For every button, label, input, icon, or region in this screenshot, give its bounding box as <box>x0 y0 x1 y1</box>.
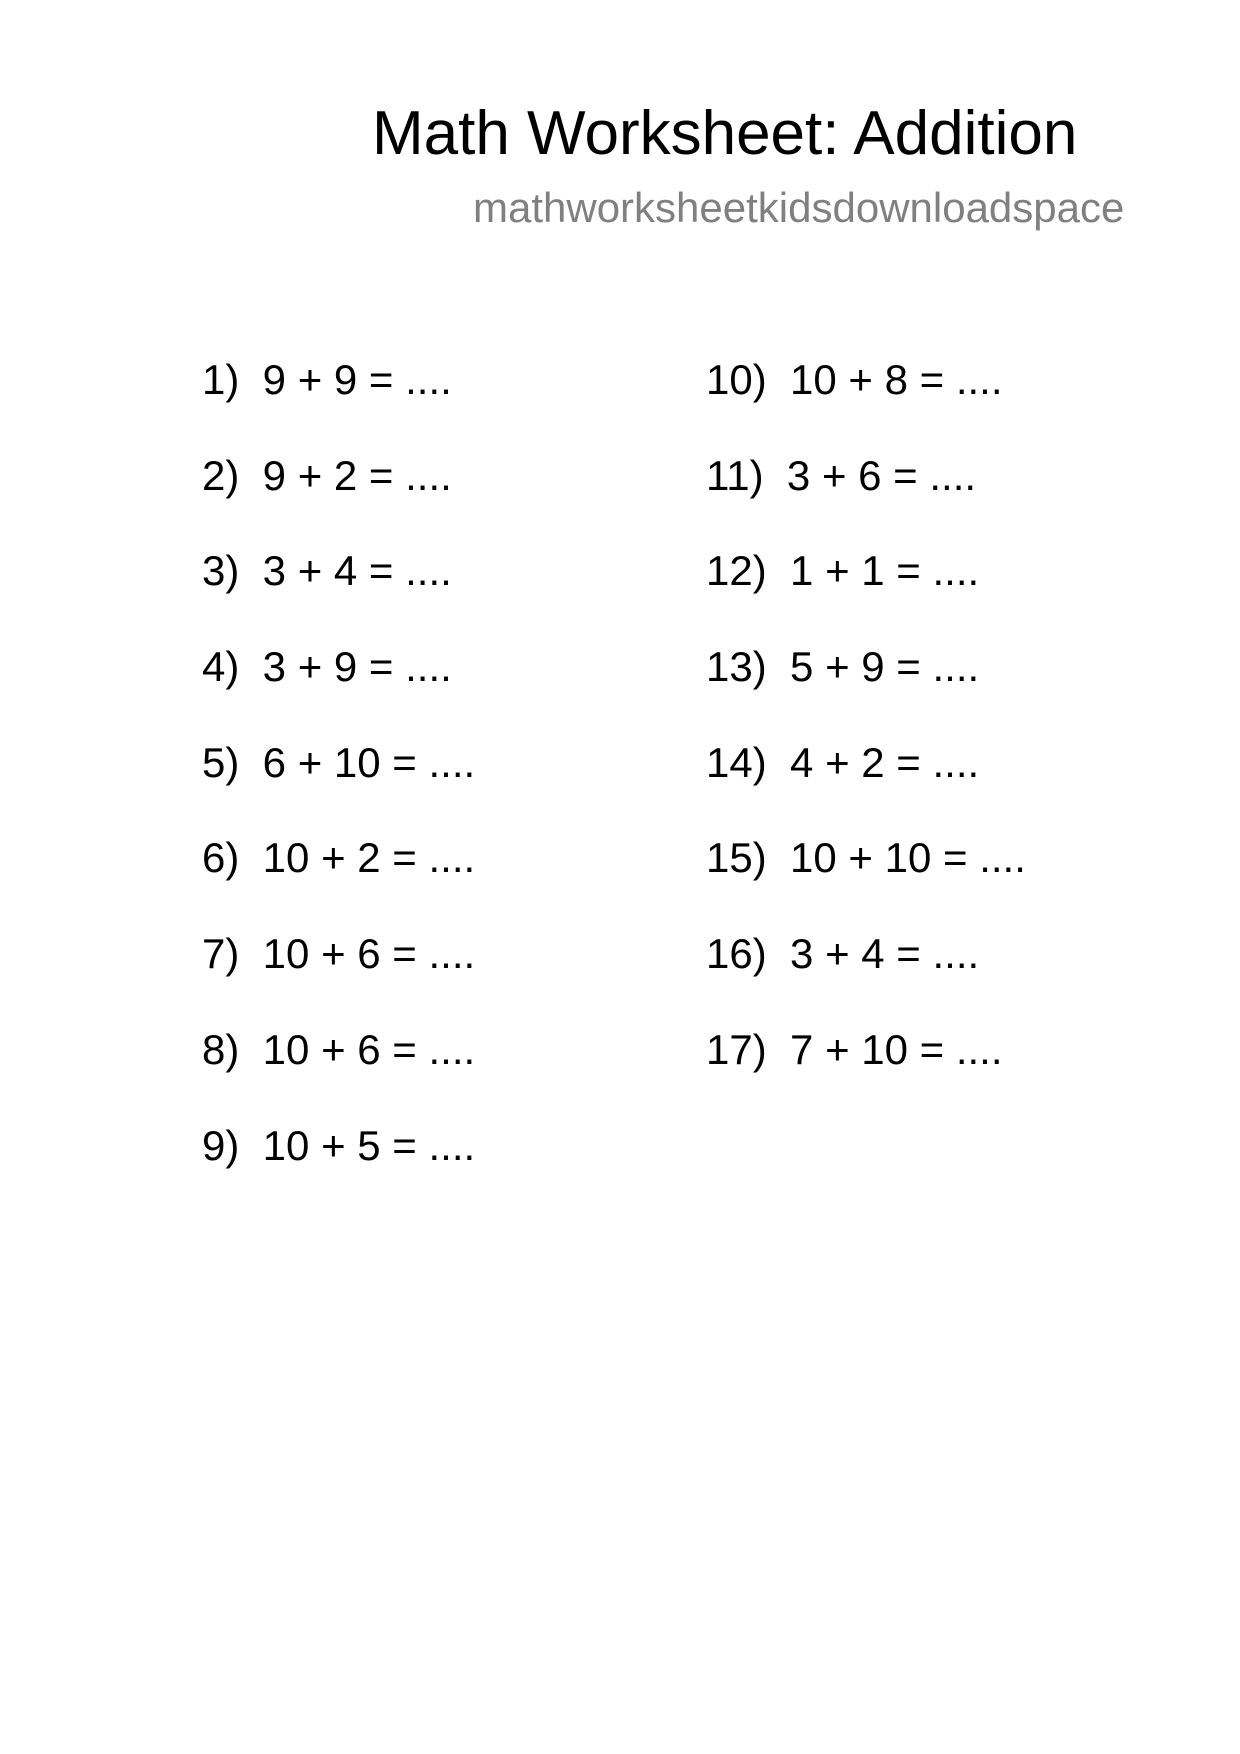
problem-item: 10) 10 + 8 = .... <box>706 356 1003 403</box>
page-title: Math Worksheet: Addition <box>372 99 1078 168</box>
problem-item: 7) 10 + 6 = .... <box>202 930 476 978</box>
problem-column-right <box>706 352 1026 1118</box>
problem-column-left <box>202 352 475 1213</box>
problem-item: 17) 7 + 10 = .... <box>706 1025 1003 1073</box>
problem-item: 13) 5 + 9 = .... <box>706 643 980 691</box>
problem-item: 9) 10 + 5 = .... <box>202 1121 476 1169</box>
problem-item: 11) 3 + 6 = .... <box>706 451 977 499</box>
problem-item: 5) 6 + 10 = .... <box>202 738 476 786</box>
problem-item: 1) 9 + 9 = .... <box>202 356 452 403</box>
problem-item: 6) 10 + 2 = .... <box>202 834 476 882</box>
source-subtitle: mathworksheetkidsdownloadspace <box>473 184 1125 231</box>
problem-item: 14) 4 + 2 = .... <box>706 738 980 786</box>
problem-item: 2) 9 + 2 = .... <box>202 451 452 499</box>
problem-item: 4) 3 + 9 = .... <box>202 643 452 691</box>
problem-item: 8) 10 + 6 = .... <box>202 1025 476 1073</box>
problem-item: 12) 1 + 1 = .... <box>706 547 980 595</box>
problem-item: 16) 3 + 4 = .... <box>706 930 980 978</box>
problem-item: 3) 3 + 4 = .... <box>202 547 452 595</box>
problem-item: 15) 10 + 10 = .... <box>706 834 1026 882</box>
